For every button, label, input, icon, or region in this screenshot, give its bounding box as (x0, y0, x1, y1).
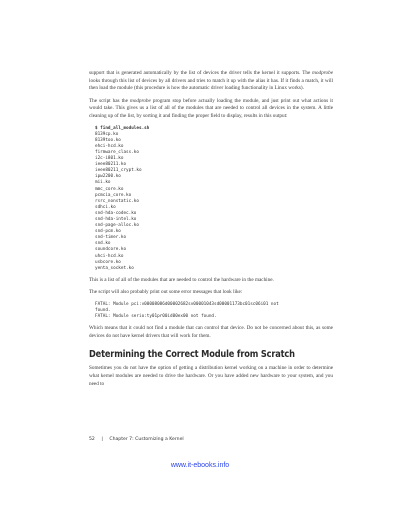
module-item: rsrc_nonstatic.ko (95, 198, 139, 204)
page-number: 52 (89, 437, 95, 442)
module-item: snd-timer.ko (95, 235, 127, 241)
module-item: snd-page-alloc.ko (95, 223, 139, 229)
section-heading: Determining the Correct Module from Scratch (89, 349, 295, 361)
module-item: pcmcia_core.ko (95, 192, 132, 198)
module-item: mii.ko (95, 180, 111, 186)
code-block-errors (95, 302, 333, 320)
module-item: soundcore.ko (95, 247, 127, 253)
page-body (89, 70, 333, 393)
paragraph: Which means that it could not find a module that can control that device. Do not be concerned about this, as some devices do not have kernel drivers that will work for them. (89, 325, 333, 339)
source-url[interactable]: www.it-ebooks.info (170, 462, 230, 469)
error-line: FATAL: Module serio:ty01pr00id00ex00 not found. (95, 314, 217, 320)
paragraph: The script has the modprobe program stop before actually loading the module, and just print out what actions it would take. This gives us a list of all of the modules that are needed to control all devices in the system. A little cleaning up of the list, by sorting it and finding the proper field to display, results in this output: (89, 97, 334, 119)
module-item: mmc_core.ko (95, 186, 124, 192)
module-item: snd-hda-codec.ko (95, 210, 137, 216)
paragraph: support that is generated automatically by the list of devices the driver tells the kernel it supports. The modprobe looks through this list of devices by all drivers and tries to match it up with the alias it has. If it finds a match, it will then load the module (this procedure is how the automatic driver loading functionality in Linux works). (89, 70, 333, 92)
module-item: i2c-i801.ko (95, 156, 124, 162)
module-item: ehci-hcd.ko (95, 143, 124, 149)
error-line: found. (95, 308, 111, 314)
module-list (95, 132, 142, 271)
paragraph: Sometimes you do not have the option of getting a distribution kernel working on a machine in order to determine what kernel modules are needed to drive the hardware. Or you have added new hardware to your system, and you need to (89, 365, 333, 387)
module-item: ipw2200.ko (95, 174, 121, 180)
error-line: FATAL: Module pci:v00008086d00002682sv00001043sd00001173bc01sc06i01 not (95, 302, 279, 307)
module-item: snd.ko (95, 241, 111, 247)
module-item: snd-hda-intel.ko (95, 216, 137, 222)
module-item: 8139cp.ko (95, 131, 119, 137)
paragraph: The script will also probably print out some error messages that look like: (89, 289, 243, 296)
module-item: ieee80211_crypt.ko (95, 168, 142, 174)
chapter-title: Chapter 7: Customizing a Kernel (109, 437, 184, 442)
module-item: firmware_class.ko (95, 149, 139, 155)
module-item: snd-pcm.ko (95, 229, 121, 235)
page-footer (89, 437, 189, 442)
code-block-modules (95, 126, 333, 272)
module-item: uhci-hcd.ko (95, 253, 124, 259)
module-item: 8139too.ko (95, 137, 121, 143)
command-line: $ find_all_modules.sh (95, 125, 150, 131)
paragraph: This is a list of all of the modules that are needed to control the hardware in the machine. (89, 276, 274, 283)
module-item: yenta_socket.ko (95, 265, 134, 271)
footer-separator: | (101, 437, 103, 442)
module-item: sdhci.ko (95, 204, 116, 210)
module-item: usbcore.ko (95, 259, 121, 265)
module-item: ieee80211.ko (95, 162, 127, 168)
